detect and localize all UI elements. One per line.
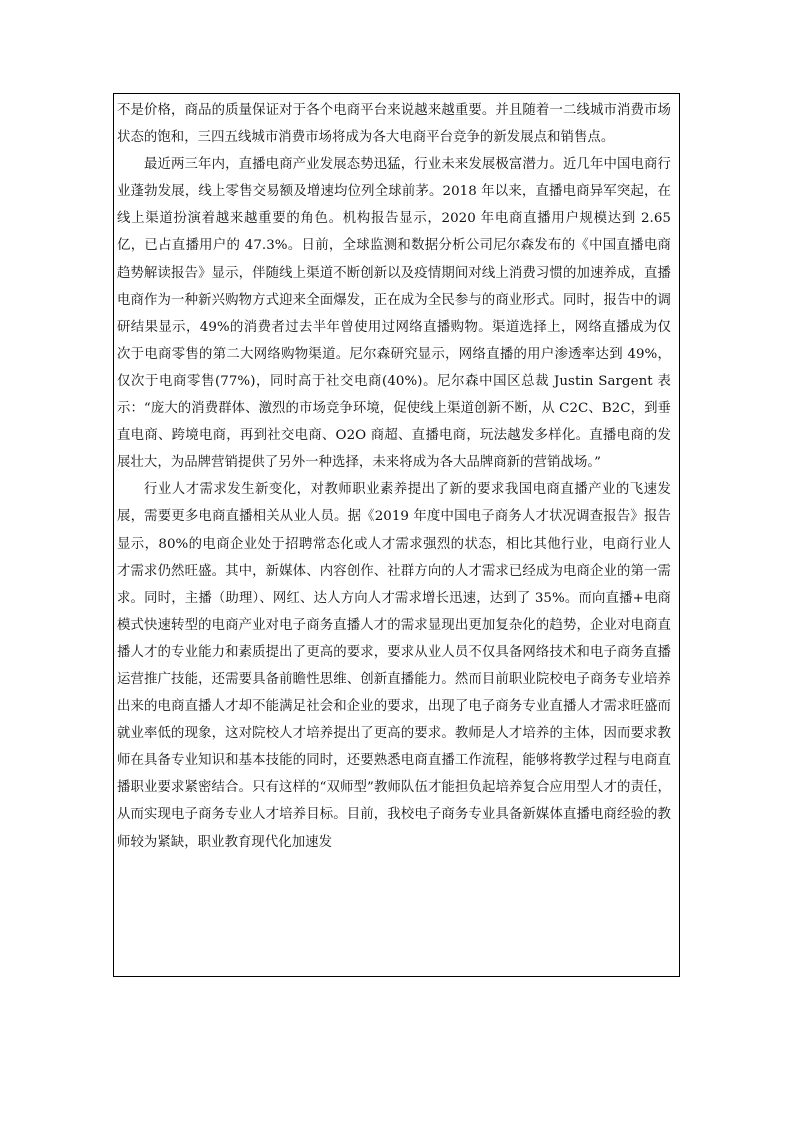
paragraph-talent-demand: 行业人才需求发生新变化，对教师职业素养提出了新的要求我国电商直播产业的飞速发展，需要更多电商直播相关从业人员。据《2019 年度中国电子商务人才状况调查报告》报告显示，80%的电商企业处于招聘常态化或人才需求强烈的状态，相比其他行业，电商行业人才需求仍然旺盛。其中，新媒体、内容创作、社群方向的人才需求已经成为电商企业的第一需求。同时，主播（助理）、网红、达人方向人才需求增长迅速，达到了 35%。而向直播+电商模式快速转型的电商产业对电子商务直播人才的需求显现出更加复杂化的趋势，企业对电商直播人才的专业能力和素质提出了更高的要求，要求从业人员不仅具备网络技术和电子商务直播运营推广技能，还需要具备前瞻性思维、创新直播能力。然而目前职业院校电子商务专业培养出来的电商直播人才却不能满足社会和企业的要求，出现了电子商务专业直播人才需求旺盛而就业率低的现象，这对院校人才培养提出了更高的要求。教师是人才培养的主体，因而要求教师在具备专业知识和基本技能的同时，还要熟悉电商直播工作流程，能够将教学过程与电商直播职业要求紧密结合。只有这样的“双师型”教师队伍才能担负起培养复合应用型人才的责任，从而实现电子商务专业人才培养目标。目前，我校电子商务专业具备新媒体直播电商经验的教师较为紧缺，职业教育现代化加速发 [117,482,671,850]
document-body [117,97,671,856]
paragraph-continuation: 不是价格，商品的质量保证对于各个电商平台来说越来越重要。并且随着一二线城市消费市场状态的饱和，三四五线城市消费市场将成为各大电商平台竞争的新发展点和销售点。 [117,103,671,146]
paragraph-live-commerce-industry: 最近两三年内，直播电商产业发展态势迅猛，行业未来发展极富潜力。近几年中国电商行业蓬勃发展，线上零售交易额及增速均位列全球前茅。2018 年以来，直播电商异军突起，在线上渠道扮演着越来越重要的角色。机构报告显示，2020 年电商直播用户规模达到 2.65 亿，已占直播用户的 47.3%。日前，全球监测和数据分析公司尼尔森发布的《中国直播电商趋势解读报告》显示，伴随线上渠道不断创新以及疫情期间对线上消费习惯的加速养成，直播电商作为一种新兴购物方式迎来全面爆发，正在成为全民参与的商业形式。同时，报告中的调研结果显示，49%的消费者过去半年曾使用过网络直播购物。渠道选择上，网络直播成为仅次于电商零售的第二大网络购物渠道。尼尔森研究显示，网络直播的用户渗透率达到 49%，仅次于电商零售(77%)，同时高于社交电商(40%)。尼尔森中国区总裁 Justin Sargent 表示：“庞大的消费群体、激烈的市场竞争环境，促使线上渠道创新不断，从 C2C、B2C，到垂直电商、跨境电商，再到社交电商、O2O 商超、直播电商，玩法越发多样化。直播电商的发展壮大，为品牌营销提供了另外一种选择，未来将成为各大品牌商新的营销战场。” [117,157,671,471]
